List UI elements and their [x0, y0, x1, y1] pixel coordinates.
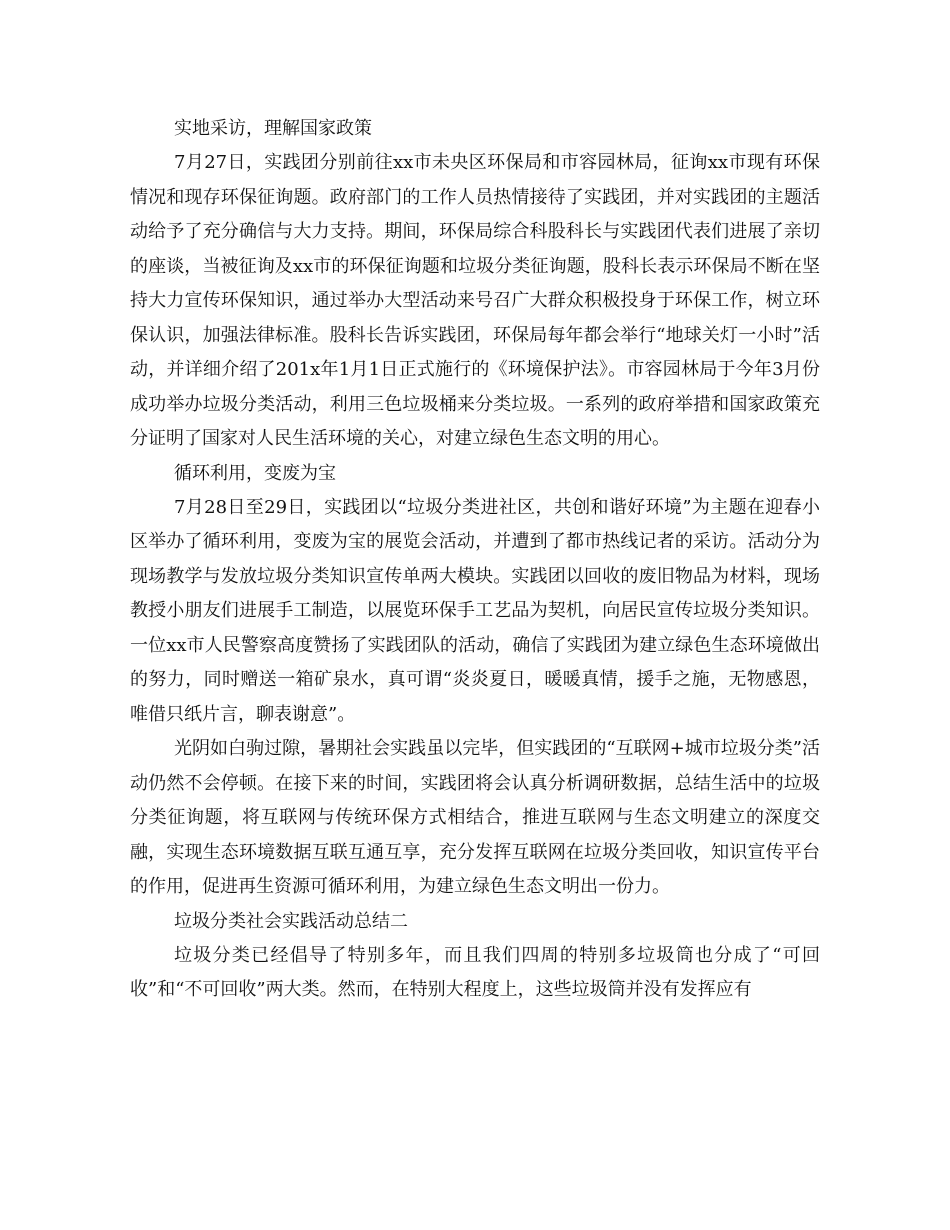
paragraph-interview: 7月27日，实践团分别前往xx市未央区环保局和市容园林局，征询xx市现有环保情况和现存环保征询题。政府部门的工作人员热情接待了实践团，并对实践团的主题活动给予了充分确信与大力支持。期间，环保局综合科股科长与实践团代表们进展了亲切的座谈，当被征询及xx市的环保征询题和垃圾分类征询题，股科长表示环保局不断在坚持大力宣传环保知识，通过举办大型活动来号召广大群众积极投身于环保工作，树立环保认识，加强法律标准。股科长告诉实践团，环保局每年都会举行“地球关灯一小时”活动，并详细介绍了201x年1月1日正式施行的《环境保护法》。市容园林局于今年3月份成功举办垃圾分类活动，利用三色垃圾桶来分类垃圾。一系列的政府举措和国家政策充分证明了国家对人民生活环境的关心，对建立绿色生态文明的用心。	[130, 152, 820, 449]
section-heading-interview: 实地采访，理解国家政策	[174, 118, 372, 139]
paragraph-recycling: 7月28日至29日，实践团以“垃圾分类进社区，共创和谐好环境”为主题在迎春小区举办了循环利用，变废为宝的展览会活动，并遭到了都市热线记者的采访。活动分为现场教学与发放垃圾分类知识宣传单两大模块。实践团以回收的废旧物品为材料，现场教授小朋友们进展手工制造，以展览环保手工艺品为契机，向居民宣传垃圾分类知识。一位xx市人民警察高度赞扬了实践团队的活动，确信了实践团为建立绿色生态环境做出的努力，同时赠送一箱矿泉水，真可谓“炎炎夏日，暖暖真情，援手之施，无物感恩，唯借只纸片言，聊表谢意”。	[130, 496, 820, 725]
paragraph-summary-two: 垃圾分类已经倡导了特别多年，而且我们四周的特别多垃圾筒也分成了“可回收”和“不可回收”两大类。然而，在特别大程度上，这些垃圾筒并没有发挥应有	[130, 944, 820, 1000]
section-heading-recycling: 循环利用，变废为宝	[174, 462, 336, 484]
document-body	[130, 112, 820, 1008]
paragraph-conclusion: 光阴如白驹过隙，暑期社会实践虽以完毕，但实践团的“互联网+城市垃圾分类”活动仍然不会停顿。在接下来的时间，实践团将会认真分析调研数据，总结生活中的垃圾分类征询题，将互联网与传统环保方式相结合，推进互联网与生态文明建立的深度交融，实现生态环境数据互联互通互享，充分发挥互联网在垃圾分类回收，知识宣传平台的作用，促进再生资源可循环利用，为建立绿色生态文明出一份力。	[130, 738, 820, 897]
section-heading-summary-two: 垃圾分类社会实践活动总结二	[174, 910, 408, 932]
